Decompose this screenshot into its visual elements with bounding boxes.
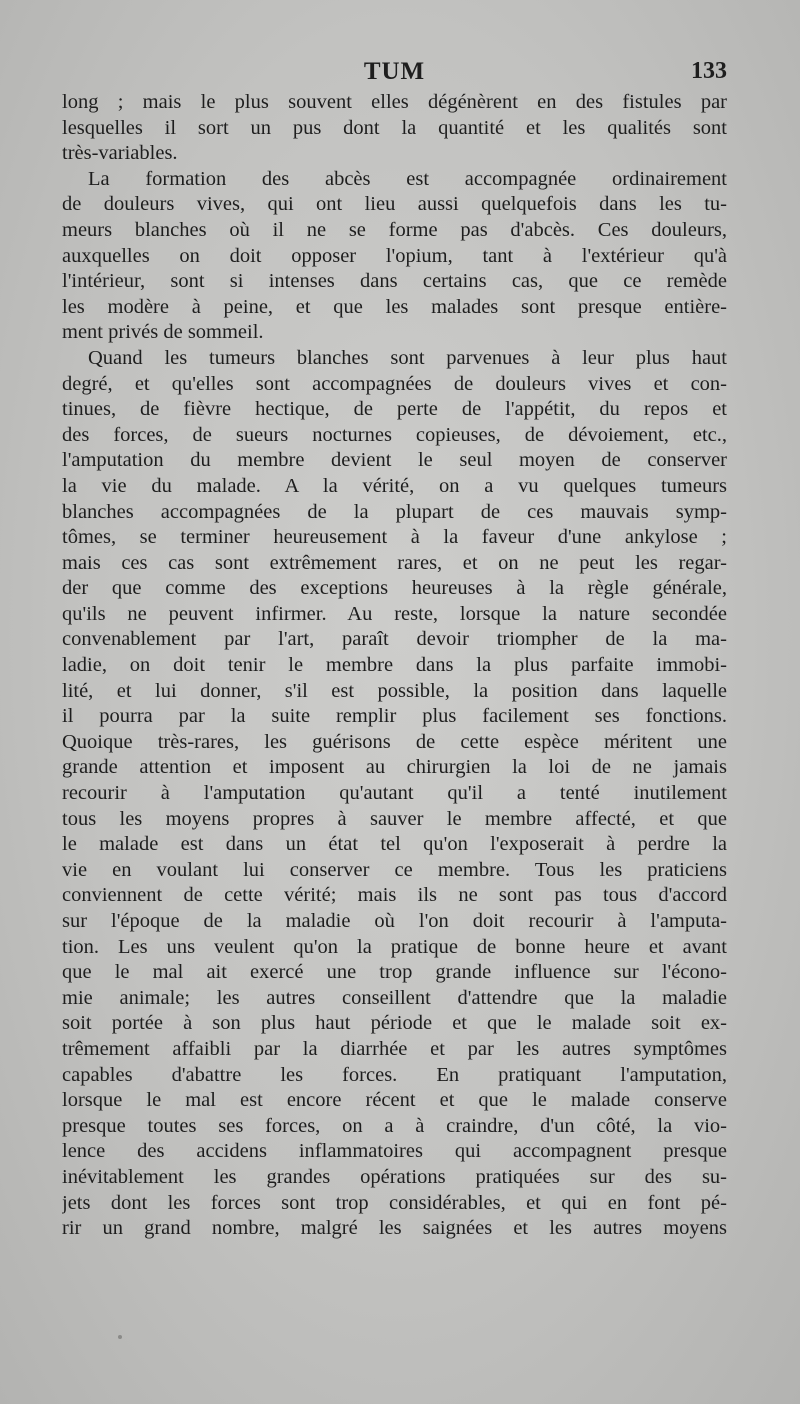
body-text bbox=[62, 90, 727, 1242]
text-line: rir un grand nombre, malgré les saignées et les autres moyens bbox=[62, 1217, 727, 1240]
running-head: TUM bbox=[363, 58, 426, 85]
text-line: le malade est dans un état tel qu'on l'exposerait à perdre la bbox=[62, 833, 727, 856]
text-line: des forces, de sueurs nocturnes copieuses, de dévoiement, etc., bbox=[62, 423, 727, 446]
text-line: que le mal ait exercé une trop grande influence sur l'écono- bbox=[62, 961, 727, 984]
text-line: blanches accompagnées de la plupart de ces mauvais symp- bbox=[62, 500, 727, 523]
text-line: meurs blanches où il ne se forme pas d'abcès. Ces douleurs, bbox=[62, 218, 727, 241]
text-line: trêmement affaibli par la diarrhée et par les autres symptômes bbox=[62, 1037, 727, 1060]
text-line: la vie du malade. A la vérité, on a vu quelques tumeurs bbox=[62, 474, 727, 497]
text-line: mais ces cas sont extrêmement rares, et on ne peut les regar- bbox=[62, 551, 727, 574]
text-line: degré, et qu'elles sont accompagnées de douleurs vives et con- bbox=[62, 372, 727, 395]
text-line: ment privés de sommeil. bbox=[62, 321, 264, 344]
text-line: tous les moyens propres à sauver le membre affecté, et que bbox=[62, 807, 727, 830]
text-line: lorsque le mal est encore récent et que le malade conserve bbox=[62, 1089, 727, 1112]
text-line: auxquelles on doit opposer l'opium, tant à l'extérieur qu'à bbox=[62, 244, 727, 267]
text-line: der que comme des exceptions heureuses à la règle générale, bbox=[62, 577, 727, 600]
text-line: jets dont les forces sont trop considérables, et qui en font pé- bbox=[62, 1191, 727, 1214]
text-line: long ; mais le plus souvent elles dégénèrent en des fistules par bbox=[62, 91, 727, 113]
text-line: convenablement par l'art, paraît devoir triompher de la ma- bbox=[62, 628, 727, 651]
text-line: Quoique très-rares, les guérisons de cette espèce méritent une bbox=[62, 730, 727, 753]
text-line: tinues, de fièvre hectique, de perte de l'appétit, du repos et bbox=[62, 398, 727, 421]
text-line: tion. Les uns veulent qu'on la pratique de bonne heure et avant bbox=[62, 935, 727, 958]
text-line: conviennent de cette vérité; mais ils ne sont pas tous d'accord bbox=[62, 884, 727, 907]
text-line: lesquelles il sort un pus dont la quantité et les qualités sont bbox=[62, 116, 727, 139]
page-header bbox=[62, 58, 727, 90]
text-line: lité, et lui donner, s'il est possible, la position dans laquelle bbox=[62, 679, 727, 702]
page-number: 133 bbox=[691, 58, 727, 84]
text-line: les modère à peine, et que les malades sont presque entière- bbox=[62, 295, 727, 318]
text-line: de douleurs vives, qui ont lieu aussi quelquefois dans les tu- bbox=[62, 193, 727, 216]
text-line: soit portée à son plus haut période et que le malade soit ex- bbox=[62, 1012, 727, 1035]
text-line: lence des accidens inflammatoires qui accompagnent presque bbox=[62, 1140, 727, 1163]
paper-speck bbox=[118, 1335, 122, 1339]
text-line: qu'ils ne peuvent infirmer. Au reste, lorsque la nature secondée bbox=[62, 602, 727, 625]
text-line: recourir à l'amputation qu'autant qu'il a tenté inutilement bbox=[62, 782, 727, 805]
text-line: capables d'abattre les forces. En pratiquant l'amputation, bbox=[62, 1063, 727, 1086]
text-line: sur l'époque de la maladie où l'on doit recourir à l'amputa- bbox=[62, 910, 727, 932]
text-line: très-variables. bbox=[62, 142, 178, 165]
text-line: vie en voulant lui conserver ce membre. Tous les praticiens bbox=[62, 858, 727, 881]
paragraph-start-line: La formation des abcès est accompagnée ordinairement bbox=[88, 167, 727, 190]
text-line: il pourra par la suite remplir plus facilement ses fonctions. bbox=[62, 705, 727, 728]
text-line: mie animale; les autres conseillent d'attendre que la maladie bbox=[62, 986, 727, 1009]
paragraph-start-line: Quand les tumeurs blanches sont parvenues à leur plus haut bbox=[88, 346, 727, 369]
text-line: l'amputation du membre devient le seul moyen de conserver bbox=[62, 449, 727, 472]
text-line: inévitablement les grandes opérations pratiquées sur des su- bbox=[62, 1165, 727, 1188]
text-line: tômes, se terminer heureusement à la faveur d'une ankylose ; bbox=[62, 526, 727, 549]
text-line: l'intérieur, sont si intenses dans certains cas, que ce remède bbox=[62, 270, 727, 293]
text-line: grande attention et imposent au chirurgien la loi de ne jamais bbox=[62, 756, 727, 779]
text-line: ladie, on doit tenir le membre dans la plus parfaite immobi- bbox=[62, 654, 727, 677]
text-line: presque toutes ses forces, on a à craindre, d'un côté, la vio- bbox=[62, 1114, 727, 1137]
